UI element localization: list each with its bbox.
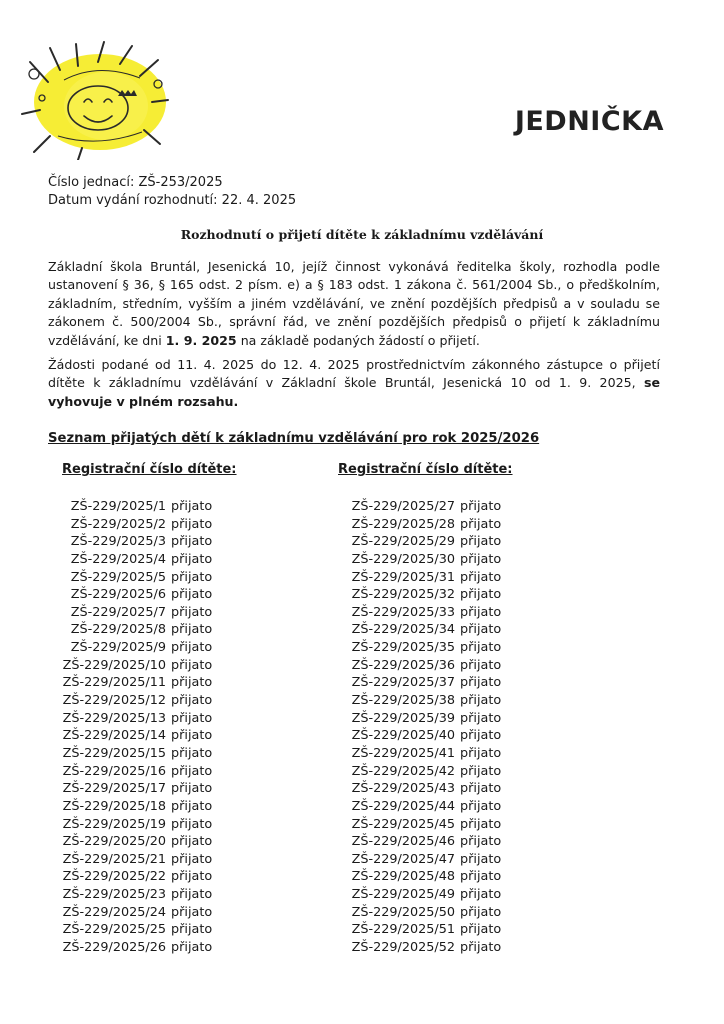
- verdict-paragraph: [48, 356, 660, 411]
- registration-row: [334, 763, 501, 781]
- admission-status: přijato: [460, 940, 502, 956]
- registration-number: ZŠ-229/2025/33: [351, 604, 455, 620]
- registration-row: [46, 710, 212, 728]
- registration-row: [46, 551, 212, 569]
- registration-number: ZŠ-229/2025/51: [351, 922, 455, 938]
- registration-number: ZŠ-229/2025/26: [62, 940, 166, 956]
- admission-status: přijato: [171, 851, 213, 867]
- registration-row: [334, 639, 501, 657]
- registration-number: ZŠ-229/2025/32: [351, 587, 455, 603]
- registration-row: [46, 763, 212, 781]
- registration-row: [334, 833, 501, 851]
- decision-paragraph: [48, 258, 660, 350]
- registration-row: [334, 674, 501, 692]
- registration-number: ZŠ-229/2025/36: [351, 657, 455, 673]
- admission-status: přijato: [171, 781, 213, 797]
- admission-status: přijato: [171, 569, 213, 585]
- admission-status: přijato: [460, 816, 502, 832]
- admission-status: přijato: [171, 887, 213, 903]
- admission-status: přijato: [460, 763, 502, 779]
- start-date: 1. 9. 2025: [165, 332, 237, 348]
- registration-row: [46, 533, 212, 551]
- registration-number: ZŠ-229/2025/17: [62, 781, 166, 797]
- admission-status: přijato: [171, 622, 213, 638]
- registration-number: ZŠ-229/2025/46: [351, 834, 455, 850]
- registration-row: [46, 868, 212, 886]
- registration-number: ZŠ-229/2025/30: [351, 551, 455, 567]
- admission-status: přijato: [171, 816, 213, 832]
- admission-status: přijato: [171, 922, 213, 938]
- admission-status: přijato: [460, 499, 502, 514]
- admission-status: přijato: [171, 745, 213, 761]
- registration-row: [334, 516, 501, 534]
- admission-status: přijato: [460, 640, 502, 656]
- admission-status: přijato: [460, 657, 502, 673]
- admission-status: přijato: [171, 516, 213, 532]
- registration-number: ZŠ-229/2025/12: [62, 693, 166, 709]
- registration-row: [334, 551, 501, 569]
- registration-number: ZŠ-229/2025/16: [62, 763, 166, 779]
- registration-row: [46, 939, 212, 957]
- registration-number: ZŠ-229/2025/39: [351, 710, 455, 726]
- admission-status: přijato: [171, 940, 213, 956]
- admission-status: přijato: [460, 781, 502, 797]
- registration-row: [334, 816, 501, 834]
- registration-row: [334, 604, 501, 622]
- brand-wordmark: JEDNIČKA: [514, 106, 664, 137]
- registration-number: ZŠ-229/2025/52: [351, 940, 455, 956]
- admission-status: přijato: [171, 604, 213, 620]
- document-meta: [48, 174, 296, 210]
- registration-number: ZŠ-229/2025/48: [351, 869, 455, 885]
- registration-row: [46, 621, 212, 639]
- registration-number: ZŠ-229/2025/44: [351, 798, 455, 814]
- registration-row: [334, 780, 501, 798]
- registration-list-right: [334, 498, 501, 957]
- registration-row: [46, 745, 212, 763]
- admission-status: přijato: [460, 728, 502, 744]
- registration-number: ZŠ-229/2025/40: [351, 728, 455, 744]
- admission-status: přijato: [460, 851, 502, 867]
- registration-number: ZŠ-229/2025/43: [351, 781, 455, 797]
- registration-row: [46, 904, 212, 922]
- admission-status: přijato: [171, 710, 213, 726]
- registration-row: [334, 727, 501, 745]
- registration-row: [334, 710, 501, 728]
- admission-status: přijato: [460, 710, 502, 726]
- admission-status: přijato: [171, 693, 213, 709]
- registration-number: ZŠ-229/2025/1: [70, 499, 166, 514]
- registration-number: ZŠ-229/2025/27: [351, 499, 455, 514]
- registration-list-left: [46, 498, 212, 957]
- registration-row: [334, 921, 501, 939]
- registration-number: ZŠ-229/2025/7: [70, 604, 166, 620]
- registration-number: ZŠ-229/2025/20: [62, 834, 166, 850]
- admission-status: přijato: [171, 834, 213, 850]
- decision-text: Základní škola Bruntál, Jesenická 10, jejíž činnost vykonává ředitelka školy, rozhodla podle ustanovení § 36, § 165 odst. 2 písm. e) a § 183 odst. 1 zákona č. 561/2004 Sb., o předškolním, základním, středním, vyšším a jiném vzdělávání, ve znění pozdějších předpisů a v souladu se zákonem č. 500/2004 Sb., správní řád, ve znění pozdějších předpisů o přijetí k základnímu vzdělávání, ke dni: [48, 259, 660, 348]
- registration-row: [334, 886, 501, 904]
- column-header-right: Registrační číslo dítěte:: [338, 462, 513, 477]
- registration-row: [46, 851, 212, 869]
- admission-status: přijato: [460, 745, 502, 761]
- registration-row: [46, 692, 212, 710]
- registration-number: ZŠ-229/2025/4: [70, 551, 166, 567]
- registration-row: [46, 516, 212, 534]
- admission-status: přijato: [171, 728, 213, 744]
- registration-row: [46, 921, 212, 939]
- registration-number: ZŠ-229/2025/28: [351, 516, 455, 532]
- admission-status: přijato: [171, 657, 213, 673]
- admission-status: přijato: [171, 763, 213, 779]
- registration-number: ZŠ-229/2025/5: [70, 569, 166, 585]
- admission-status: přijato: [171, 869, 213, 885]
- registration-number: ZŠ-229/2025/10: [62, 657, 166, 673]
- registration-row: [46, 657, 212, 675]
- registration-number: ZŠ-229/2025/38: [351, 693, 455, 709]
- admission-status: přijato: [460, 869, 502, 885]
- admission-status: přijato: [460, 834, 502, 850]
- registration-number: ZŠ-229/2025/21: [62, 851, 166, 867]
- registration-number: ZŠ-229/2025/47: [351, 851, 455, 867]
- registration-number: ZŠ-229/2025/42: [351, 763, 455, 779]
- registration-row: [334, 904, 501, 922]
- issue-date: Datum vydání rozhodnutí: 22. 4. 2025: [48, 193, 297, 208]
- registration-row: [46, 674, 212, 692]
- registration-number: ZŠ-229/2025/2: [70, 516, 166, 532]
- admission-status: přijato: [460, 887, 502, 903]
- registration-row: [334, 533, 501, 551]
- document-title: Rozhodnutí o přijetí dítěte k základnímu vzdělávání: [180, 227, 544, 242]
- registration-number: ZŠ-229/2025/9: [70, 640, 166, 656]
- school-logo: [20, 40, 170, 160]
- verdict-text: Žádosti podané od 11. 4. 2025 do 12. 4. 2025 prostřednictvím zákonného zástupce o přijetí dítěte k základnímu vzdělávání v Základní škole Bruntál, Jesenická 10 od 1. 9. 2025,: [48, 357, 660, 391]
- registration-row: [46, 886, 212, 904]
- admission-status: přijato: [460, 516, 502, 532]
- registration-number: ZŠ-229/2025/24: [62, 904, 166, 920]
- admission-status: přijato: [460, 569, 502, 585]
- admission-status: přijato: [171, 499, 213, 514]
- registration-number: ZŠ-229/2025/25: [62, 922, 166, 938]
- registration-row: [334, 851, 501, 869]
- registration-number: ZŠ-229/2025/15: [62, 745, 166, 761]
- registration-row: [46, 604, 212, 622]
- registration-number: ZŠ-229/2025/14: [62, 728, 166, 744]
- admission-status: přijato: [460, 622, 502, 638]
- registration-number: ZŠ-229/2025/34: [351, 622, 455, 638]
- admission-status: přijato: [171, 551, 213, 567]
- registration-number: ZŠ-229/2025/45: [351, 816, 455, 832]
- registration-row: [334, 657, 501, 675]
- registration-row: [46, 498, 212, 516]
- registration-number: ZŠ-229/2025/35: [351, 640, 455, 656]
- admission-status: přijato: [460, 904, 502, 920]
- registration-row: [334, 868, 501, 886]
- admission-status: přijato: [171, 587, 213, 603]
- registration-number: ZŠ-229/2025/18: [62, 798, 166, 814]
- admission-status: přijato: [460, 798, 502, 814]
- registration-row: [334, 586, 501, 604]
- admission-status: přijato: [460, 675, 502, 691]
- admission-status: přijato: [460, 587, 502, 603]
- registration-row: [46, 569, 212, 587]
- registration-number: ZŠ-229/2025/6: [70, 587, 166, 603]
- registration-row: [46, 833, 212, 851]
- registration-row: [46, 798, 212, 816]
- reference-number: Číslo jednací: ZŠ-253/2025: [48, 175, 223, 190]
- registration-row: [334, 939, 501, 957]
- registration-row: [46, 780, 212, 798]
- registration-number: ZŠ-229/2025/3: [70, 534, 166, 550]
- admission-status: přijato: [171, 534, 213, 550]
- decision-text-end: na základě podaných žádostí o přijetí.: [236, 332, 480, 348]
- registration-number: ZŠ-229/2025/13: [62, 710, 166, 726]
- registration-number: ZŠ-229/2025/41: [351, 745, 455, 761]
- registration-row: [334, 692, 501, 710]
- admission-status: přijato: [460, 693, 502, 709]
- registration-number: ZŠ-229/2025/23: [62, 887, 166, 903]
- admission-status: přijato: [171, 640, 213, 656]
- verdict-result: se vyhovuje v plném rozsahu.: [48, 375, 660, 409]
- registration-row: [334, 745, 501, 763]
- registration-row: [334, 621, 501, 639]
- registration-row: [46, 816, 212, 834]
- registration-number: ZŠ-229/2025/50: [351, 904, 455, 920]
- registration-number: ZŠ-229/2025/37: [351, 675, 455, 691]
- registration-row: [46, 639, 212, 657]
- registration-number: ZŠ-229/2025/49: [351, 887, 455, 903]
- admission-status: přijato: [460, 604, 502, 620]
- registration-row: [334, 498, 501, 516]
- admission-status: přijato: [460, 922, 502, 938]
- registration-number: ZŠ-229/2025/11: [62, 675, 166, 691]
- admission-status: přijato: [171, 904, 213, 920]
- admission-status: přijato: [171, 798, 213, 814]
- column-header-left: Registrační číslo dítěte:: [62, 462, 237, 477]
- registration-row: [46, 586, 212, 604]
- registration-number: ZŠ-229/2025/31: [351, 569, 455, 585]
- registration-row: [334, 798, 501, 816]
- admission-status: přijato: [460, 534, 502, 550]
- list-title: Seznam přijatých dětí k základnímu vzdělávání pro rok 2025/2026: [48, 431, 540, 446]
- registration-row: [334, 569, 501, 587]
- registration-number: ZŠ-229/2025/29: [351, 534, 455, 550]
- registration-number: ZŠ-229/2025/19: [62, 816, 166, 832]
- admission-status: přijato: [171, 675, 213, 691]
- registration-number: ZŠ-229/2025/22: [62, 869, 166, 885]
- registration-row: [46, 727, 212, 745]
- registration-number: ZŠ-229/2025/8: [70, 622, 166, 638]
- admission-status: přijato: [460, 551, 502, 567]
